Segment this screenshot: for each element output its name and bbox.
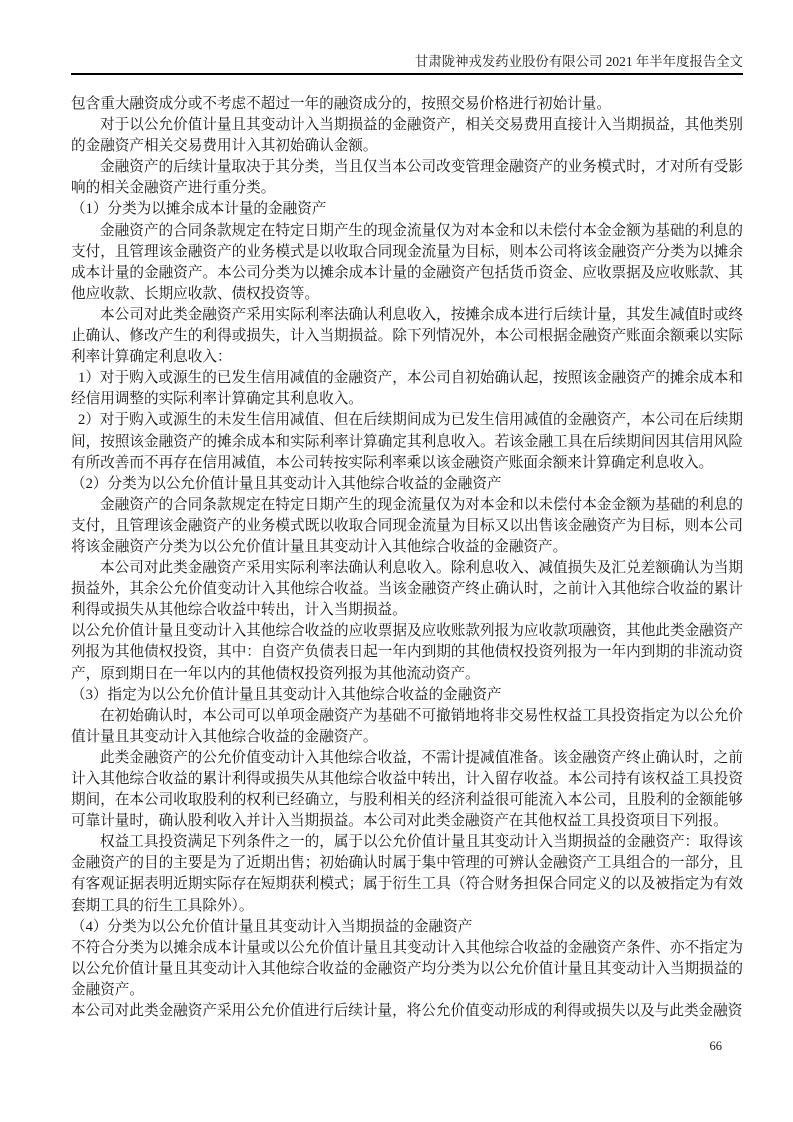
paragraph-carryover: 包含重大融资成分或不考虑不超过一年的融资成分的，按照交易价格进行初始计量。 — [71, 96, 611, 112]
paragraph: 本公司对此类金融资产采用实际利率法确认利息收入，按摊余成本进行后续计量，其发生减值时或终止确认、修改产生的利得或损失，计入当期损益。除下列情况外，本公司根据金融资产账面余额乘以实际利率计算确定利息收入： — [71, 306, 743, 366]
header-title: 甘肃陇神戎发药业股份有限公司 2021 年半年度报告全文 — [414, 54, 743, 69]
header-rule — [71, 73, 743, 75]
paragraph: 金融资产的后续计量取决于其分类，当且仅当本公司改变管理金融资产的业务模式时，才对所有受影响的相关金融资产进行重分类。 — [71, 159, 743, 197]
section-heading-3: （3）指定为以公允价值计量且其变动计入其他综合收益的金融资产 — [71, 686, 502, 703]
document-body — [71, 94, 743, 1022]
section-heading-2: （2）分类为以公允价值计量且其变动计入其他综合收益的金融资产 — [71, 475, 502, 492]
section-heading-4: （4）分类为以公允价值计量且其变动计入当期损益的金融资产 — [71, 918, 473, 935]
paragraph-page-break: 本公司对此类金融资产采用公允价值进行后续计量，将公允价值变动形成的利得或损失以及与此类金融资 — [71, 1003, 743, 1020]
paragraph: 对于以公允价值计量且其变动计入当期损益的金融资产，相关交易费用直接计入当期损益，其他类别的金融资产相关交易费用计入其初始确认金额。 — [71, 117, 743, 155]
paragraph: 本公司对此类金融资产采用实际利率法确认利息收入。除利息收入、减值损失及汇兑差额确认为当期损益外，其余公允价值变动计入其他综合收益。当该金融资产终止确认时，之前计入其他综合收益的累计利得或损失从其他综合收益中转出，计入当期损益。 — [71, 560, 743, 619]
paragraph: 在初始确认时，本公司可以单项金融资产为基础不可撤销地将非交易性权益工具投资指定为以公允价值计量且其变动计入其他综合收益的金融资产。 — [71, 707, 743, 745]
paragraph: 此类金融资产的公允价值变动计入其他综合收益，不需计提减值准备。该金融资产终止确认时，之前计入其他综合收益的累计利得或损失从其他综合收益中转出，计入留存收益。本公司持有该权益工具投资期间，在本公司收取股利的权利已经确立，与股利相关的经济利益很可能流入本公司，且股利的金额能够可靠计量时，确认股利收入并计入当期损益。本公司对此类金融资产在其他权益工具投资项目下列报。 — [71, 749, 743, 830]
page-number: 66 — [709, 1039, 722, 1053]
paragraph: 以公允价值计量且变动计入其他综合收益的应收票据及应收账款列报为应收款项融资，其他此类金融资产列报为其他债权投资，其中：自资产负债表日起一年内到期的其他债权投资列报为一年内到期的非流动资产，原到期日在一年以内的其他债权投资列报为其他流动资产。 — [71, 623, 743, 682]
page-header — [71, 53, 743, 70]
list-item-1: 1）对于购入或源生的已发生信用减值的金融资产，本公司自初始确认起，按照该金融资产的摊余成本和经信用调整的实际利率计算确定其利息收入。 — [71, 370, 743, 408]
paragraph: 不符合分类为以摊余成本计量或以公允价值计量且其变动计入其他综合收益的金融资产条件、亦不指定为以公允价值计量且其变动计入其他综合收益的金融资产均分类为以公允价值计量且其变动计入当期损益的金融资产。 — [71, 939, 743, 998]
list-item-2: 2）对于购入或源生的未发生信用减值、但在后续期间成为已发生信用减值的金融资产，本公司在后续期间，按照该金融资产的摊余成本和实际利率计算确定其利息收入。若该金融工具在后续期间因其信用风险有所改善而不再存在信用减值，本公司转按实际利率乘以该金融资产账面余额来计算确定利息收入。 — [71, 412, 743, 471]
section-heading-1: （1）分类为以摊余成本计量的金融资产 — [71, 201, 327, 218]
paragraph: 金融资产的合同条款规定在特定日期产生的现金流量仅为对本金和以未偿付本金金额为基础的利息的支付，且管理该金融资产的业务模式是以收取合同现金流量为目标，则本公司将该金融资产分类为以摊余成本计量的金融资产。本公司分类为以摊余成本计量的金融资产包括货币资金、应收票据及应收账款、其他应收款、长期应收款、债权投资等。 — [71, 222, 743, 302]
paragraph: 权益工具投资满足下列条件之一的，属于以公允价值计量且其变动计入当期损益的金融资产：取得该金融资产的目的主要是为了近期出售；初始确认时属于集中管理的可辨认金融资产工具组合的一部分，且有客观证据表明近期实际存在短期获利模式；属于衍生工具（符合财务担保合同定义的以及被指定为有效套期工具的衍生工具除外）。 — [71, 834, 743, 914]
paragraph: 金融资产的合同条款规定在特定日期产生的现金流量仅为对本金和以未偿付本金金额为基础的利息的支付，且管理该金融资产的业务模式既以收取合同现金流量为目标又以出售该金融资产为目标，则本公司将该金融资产分类为以公允价值计量且其变动计入其他综合收益的金融资产。 — [71, 496, 743, 555]
